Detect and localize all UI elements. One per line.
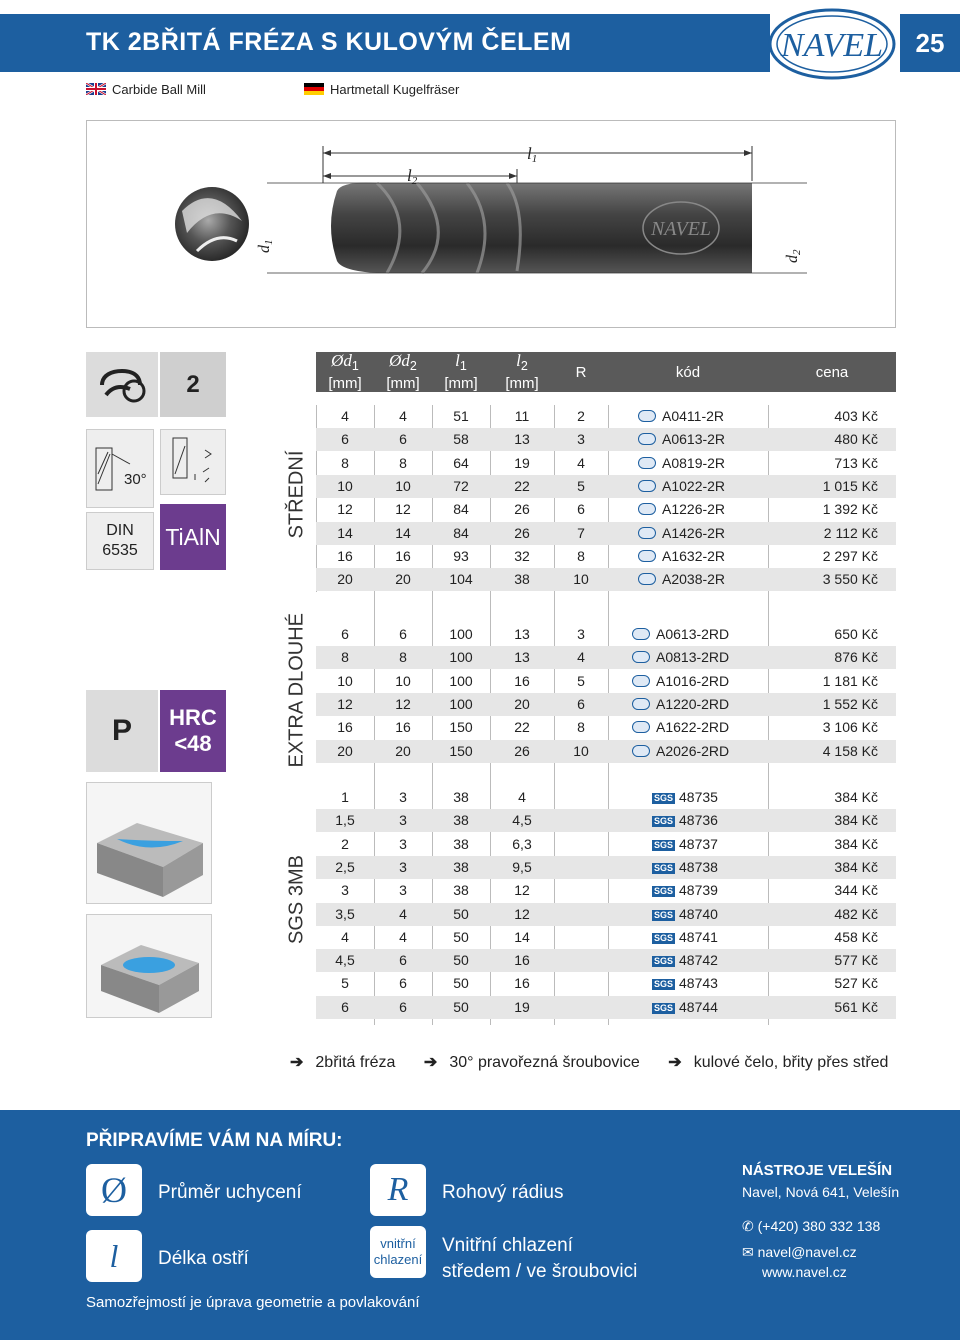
price: 650 Kč [834, 626, 878, 642]
product-code-text: 48739 [679, 882, 718, 899]
cell: 20 [395, 742, 411, 759]
price: 561 Kč [834, 998, 878, 1015]
cell: 38 [453, 882, 469, 899]
price: 482 Kč [834, 905, 878, 922]
cell: 22 [514, 477, 530, 494]
cell: 2 [577, 408, 585, 424]
price: 1 015 Kč [822, 477, 878, 494]
cell: 14 [514, 928, 530, 945]
footer-note: Samozřejmostí je úprava geometrie a povlakování [86, 1294, 420, 1311]
rotation-direction-icon [165, 434, 221, 490]
col-d2: $Ød_2$ [mm] [386, 351, 420, 392]
company-phone[interactable]: ✆ (+420) 380 332 138 [742, 1218, 881, 1234]
product-code [638, 428, 788, 451]
cell: 104 [449, 571, 473, 588]
company-email[interactable]: ✉ navel@navel.cz [742, 1244, 857, 1260]
cell: 100 [449, 695, 473, 712]
price: 1 392 Kč [822, 501, 878, 518]
hardness-badge: HRC <48 [160, 690, 226, 772]
cell: 26 [514, 524, 530, 541]
coolant-icon: vnitřní chlazení [370, 1226, 426, 1278]
product-code-text: 48741 [679, 928, 718, 945]
product-code [632, 740, 782, 763]
arrow-icon: ➔ [423, 1054, 438, 1071]
cell: 8 [577, 547, 585, 564]
product-code [638, 545, 788, 568]
price: 384 Kč [834, 812, 878, 829]
cell: 4,5 [335, 952, 355, 969]
product-code-text: 48744 [679, 998, 718, 1015]
product-code-text: A0613-2R [662, 431, 726, 448]
price: 1 181 Kč [822, 672, 878, 689]
cell [554, 833, 608, 856]
footer-item-radius: Rohový rádius [442, 1182, 564, 1203]
material-group-badge: P [86, 690, 158, 772]
sgs-brand-icon: SGS [654, 793, 674, 803]
sgs-brand-icon: SGS [654, 839, 674, 850]
cell: 7 [577, 524, 585, 541]
navel-brand-icon [638, 550, 656, 562]
tool-direction-badge [160, 429, 226, 495]
cell: 20 [337, 571, 353, 588]
navel-brand-icon [632, 721, 650, 733]
product-code-text: 48735 [679, 789, 718, 805]
price: 403 Kč [834, 408, 878, 424]
product-code [632, 646, 782, 669]
navel-brand-icon [638, 433, 656, 445]
lang-de-label: Hartmetall Kugelfräser [330, 82, 460, 97]
cell: 6,3 [512, 835, 532, 852]
cell [554, 972, 608, 995]
cell: 8 [399, 649, 407, 666]
arrow-icon: ➔ [290, 1054, 304, 1071]
lang-en-label: Carbide Ball Mill [112, 82, 206, 97]
cell: 3 [399, 812, 407, 829]
table-row [316, 623, 896, 646]
cell: 64 [453, 454, 469, 471]
cell: 20 [514, 695, 530, 712]
footer-item-coolant: Vnitřní chlazení [442, 1235, 573, 1256]
cell: 1 [341, 789, 349, 805]
cell: 4 [399, 408, 407, 424]
navel-brand-icon [632, 698, 650, 710]
table-row [316, 545, 896, 568]
product-code-text: A1022-2R [662, 477, 726, 494]
product-code [632, 693, 782, 716]
cell: 10 [337, 477, 353, 494]
cell: 19 [514, 998, 530, 1015]
navel-brand-icon [638, 480, 656, 492]
sgs-brand-icon: SGS [654, 1002, 674, 1013]
feature-3: ➔ kulové čelo, břity přes střed [668, 1054, 889, 1071]
price: 713 Kč [834, 454, 878, 471]
cell: 100 [449, 649, 473, 666]
navel-brand-icon [638, 503, 656, 515]
price: 384 Kč [834, 835, 878, 852]
cell: 50 [453, 928, 469, 945]
cell: 4 [577, 454, 585, 471]
price: 2 297 Kč [822, 547, 878, 564]
product-code-text: A1632-2R [662, 547, 726, 564]
helix-angle-icon [90, 444, 150, 494]
table-row [316, 428, 896, 451]
flute-count-badge: 2 [160, 352, 226, 417]
cell: 100 [449, 672, 473, 689]
cell: 10 [573, 742, 589, 759]
arrow-icon: ➔ [668, 1054, 682, 1071]
cell: 100 [449, 626, 473, 642]
cell: 20 [395, 571, 411, 588]
cell: 12 [395, 501, 411, 518]
slot-machining-image [86, 782, 212, 904]
cell: 16 [337, 547, 353, 564]
cell: 11 [514, 408, 530, 424]
product-code [632, 716, 782, 739]
cell: 38 [453, 812, 469, 829]
cell: 4,5 [512, 812, 532, 829]
group-label-sgs: SGS 3MB [285, 855, 308, 944]
cell: 6 [399, 626, 407, 642]
cell: 13 [514, 626, 530, 642]
cell: 13 [514, 431, 530, 448]
sgs-brand-icon: SGS [654, 886, 674, 897]
col-l2: $l_2$ [mm] [505, 351, 539, 392]
pocket-machining-image [86, 914, 212, 1018]
price: 876 Kč [834, 649, 878, 666]
cell: 8 [399, 454, 407, 471]
table-row [316, 903, 896, 926]
sgs-brand-icon: SGS [654, 862, 674, 873]
cell: 12 [514, 882, 530, 899]
cell: 150 [449, 719, 473, 736]
uk-flag-icon [86, 83, 106, 95]
price: 527 Kč [834, 975, 878, 992]
table-row [316, 670, 896, 693]
cell: 16 [514, 672, 530, 689]
feature-1: ➔ 2břitá fréza [290, 1054, 396, 1071]
sgs-brand-icon: SGS [654, 956, 674, 967]
footer-item-diameter: Průměr uchycení [158, 1182, 302, 1203]
cell: 16 [514, 952, 530, 969]
table-row [316, 809, 896, 832]
cell: 2,5 [335, 858, 355, 875]
price: 1 552 Kč [822, 695, 878, 712]
table-row [316, 856, 896, 879]
cell: 3 [577, 626, 585, 642]
helix-angle-badge [86, 429, 154, 508]
phone-icon: ✆ [742, 1218, 754, 1234]
cell: 58 [453, 431, 469, 448]
cell: 51 [453, 408, 469, 424]
navel-brand-icon [638, 527, 656, 539]
cell: 38 [514, 571, 530, 588]
diameter-icon: Ø [86, 1164, 142, 1216]
cell: 6 [577, 695, 585, 712]
product-code [638, 452, 788, 475]
cell: 3 [577, 431, 585, 448]
price: 458 Kč [834, 928, 878, 945]
product-code-text: A0411-2R [662, 408, 725, 424]
cell: 4 [518, 789, 526, 805]
cell: 10 [395, 477, 411, 494]
cell: 10 [337, 672, 353, 689]
price: 577 Kč [834, 952, 878, 969]
price: 4 158 Kč [822, 742, 878, 759]
table-row [316, 833, 896, 856]
cell: 3 [399, 789, 407, 805]
cell: 6 [341, 626, 349, 642]
product-code-text: A1426-2R [662, 524, 726, 541]
cell [554, 856, 608, 879]
cell: 22 [514, 719, 530, 736]
svg-text:d1: d1 [256, 239, 275, 253]
cell: 3 [399, 835, 407, 852]
product-code [638, 405, 788, 428]
end-mill-drawing [87, 121, 897, 329]
cell: 4 [341, 928, 349, 945]
page-number: 25 [915, 28, 945, 58]
product-code-text: A1226-2R [662, 501, 726, 518]
navel-brand-icon [638, 457, 656, 469]
group-label-extra: EXTRA DLOUHÉ [285, 613, 308, 768]
col-d1: $Ød_1$ [mm] [328, 351, 362, 392]
company-name: NÁSTROJE VELEŠÍN [742, 1162, 893, 1179]
cell [554, 996, 608, 1019]
cell: 5 [341, 975, 349, 992]
cell [554, 879, 608, 902]
footer [0, 1110, 960, 1340]
tool-drawing [86, 120, 896, 328]
cell: 16 [514, 975, 530, 992]
cell: 4 [577, 649, 585, 666]
cell [554, 903, 608, 926]
cell: 16 [395, 719, 411, 736]
cell: 6 [341, 998, 349, 1015]
cell: 6 [399, 431, 407, 448]
product-code-text: A0613-2RD [656, 626, 730, 642]
price: 384 Kč [834, 789, 878, 805]
sgs-brand-icon: SGS [654, 979, 674, 990]
product-code-text: A1016-2RD [656, 672, 730, 689]
length-icon: l [86, 1230, 142, 1282]
sgs-brand-icon: SGS [654, 909, 674, 920]
cell: 38 [453, 835, 469, 852]
cell: 84 [453, 501, 469, 518]
cell: 4 [399, 905, 407, 922]
coating-badge: TiAlN [160, 504, 226, 570]
col-l1: $l_1$ [mm] [444, 351, 478, 392]
cell: 93 [453, 547, 469, 564]
cell [554, 949, 608, 972]
price: 344 Kč [834, 882, 878, 899]
cell: 8 [577, 719, 585, 736]
cell: 8 [341, 649, 349, 666]
cell: 4 [341, 408, 349, 424]
cell: 3,5 [335, 905, 355, 922]
product-code-text: A2038-2R [662, 571, 726, 588]
navel-brand-icon [632, 675, 650, 687]
cell: 150 [449, 742, 473, 759]
cell [554, 786, 608, 809]
envelope-icon: ✉ [742, 1244, 754, 1260]
cell: 16 [395, 547, 411, 564]
col-code: kód [675, 363, 701, 381]
cell: 10 [573, 571, 589, 588]
cell: 13 [514, 649, 530, 666]
cell: 38 [453, 789, 469, 805]
cell: 6 [399, 952, 407, 969]
price: 384 Kč [834, 858, 878, 875]
product-code-text: 48738 [679, 858, 718, 875]
cell: 5 [577, 672, 585, 689]
table-row [316, 949, 896, 972]
cell: 19 [514, 454, 530, 471]
sgs-brand-icon: SGS [654, 932, 674, 943]
feature-2: ➔ 30° pravořezná šroubovice [423, 1054, 640, 1071]
cell: 12 [395, 695, 411, 712]
page-header [0, 0, 960, 86]
cell: 38 [453, 858, 469, 875]
table-row [316, 522, 896, 545]
table-row [316, 879, 896, 902]
table-row [316, 568, 896, 591]
cell: 20 [337, 742, 353, 759]
table-header [316, 352, 896, 392]
table-row [316, 475, 896, 498]
product-code-text: 48742 [679, 952, 718, 969]
cell: 8 [341, 454, 349, 471]
navel-brand-icon [632, 745, 650, 757]
product-code [638, 475, 788, 498]
lang-de [304, 82, 459, 97]
product-code [638, 522, 788, 545]
shank-logo-text: NAVEL [650, 218, 712, 240]
cell: 14 [395, 524, 411, 541]
cell: 26 [514, 742, 530, 759]
svg-text:l1: l1 [527, 144, 538, 165]
price: 3 550 Kč [822, 571, 878, 588]
cell: 10 [395, 672, 411, 689]
svg-text:l2: l2 [407, 166, 418, 187]
group-label-stredni: STŘEDNÍ [285, 450, 308, 539]
cell: 50 [453, 998, 469, 1015]
product-code [632, 623, 782, 646]
footer-item-length: Délka ostří [158, 1248, 249, 1269]
cell: 3 [399, 882, 407, 899]
price: 480 Kč [834, 431, 878, 448]
svg-text:d2: d2 [784, 249, 803, 263]
cell: 3 [341, 882, 349, 899]
cell: 6 [577, 501, 585, 518]
cell: 6 [399, 998, 407, 1015]
product-code-text: A0813-2RD [656, 649, 730, 666]
cell: 32 [514, 547, 530, 564]
table-row [316, 716, 896, 739]
cell: 50 [453, 905, 469, 922]
cell: 14 [337, 524, 353, 541]
cell: 5 [577, 477, 585, 494]
product-code [638, 498, 788, 521]
footer-item-coolant-2: středem / ve šroubovici [442, 1261, 638, 1282]
radius-icon: R [370, 1164, 426, 1216]
product-code [638, 568, 788, 591]
cell: 6 [399, 975, 407, 992]
table-row [316, 996, 896, 1019]
navel-brand-icon [638, 573, 656, 585]
table-row [316, 740, 896, 763]
navel-brand-icon [632, 628, 650, 640]
table-row [316, 926, 896, 949]
company-address: Navel, Nová 641, Velešín [742, 1184, 900, 1200]
table-row [316, 972, 896, 995]
cell: 1,5 [335, 812, 355, 829]
ball-mill-icon [94, 365, 150, 405]
product-code-text: 48737 [679, 835, 718, 852]
cell: 16 [337, 719, 353, 736]
price: 2 112 Kč [823, 524, 878, 541]
product-code-text: A0819-2R [662, 454, 726, 471]
table-row [316, 786, 896, 809]
table-row [316, 498, 896, 521]
de-flag-icon [304, 83, 324, 95]
din-standard-badge: DIN 6535 [86, 512, 154, 570]
cell: 12 [337, 501, 353, 518]
cell: 2 [341, 835, 349, 852]
sgs-brand-icon: SGS [654, 816, 674, 827]
logo-text: NAVEL [780, 27, 884, 64]
cell [554, 809, 608, 832]
product-code-text: A1622-2RD [656, 719, 730, 736]
navel-brand-icon [638, 410, 656, 422]
svg-text:30°: 30° [124, 470, 147, 488]
table-row [316, 646, 896, 669]
cell: 12 [337, 695, 353, 712]
cell: 84 [453, 524, 469, 541]
table-row [316, 452, 896, 475]
ball-mill-icon-box [86, 352, 158, 417]
product-code-text: A1220-2RD [656, 695, 730, 712]
cell: 26 [514, 501, 530, 518]
table-row [316, 405, 896, 428]
cell [554, 926, 608, 949]
product-code-text: 48743 [679, 975, 718, 992]
product-code-text: A2026-2RD [656, 742, 730, 759]
cell: 6 [341, 431, 349, 448]
table-row [316, 693, 896, 716]
feature-list [290, 1052, 912, 1072]
product-code-text: 48740 [679, 905, 718, 922]
lang-en [86, 82, 206, 97]
cell: 50 [453, 975, 469, 992]
cell: 12 [514, 905, 530, 922]
price: 3 106 Kč [822, 719, 878, 736]
cell: 9,5 [512, 858, 532, 875]
col-r: R [575, 363, 587, 381]
page-title: TK 2BŘITÁ FRÉZA S KULOVÝM ČELEM [86, 28, 572, 56]
company-web[interactable]: www.navel.cz [762, 1264, 847, 1280]
navel-brand-icon [632, 651, 650, 663]
cell: 4 [399, 928, 407, 945]
product-code-text: 48736 [679, 812, 718, 829]
product-code [632, 670, 782, 693]
navel-logo [768, 8, 896, 80]
col-price: cena [815, 363, 849, 381]
cell: 72 [453, 477, 469, 494]
footer-title: PŘIPRAVÍME VÁM NA MÍRU: [86, 1130, 343, 1151]
cell: 3 [399, 858, 407, 875]
cell: 50 [453, 952, 469, 969]
